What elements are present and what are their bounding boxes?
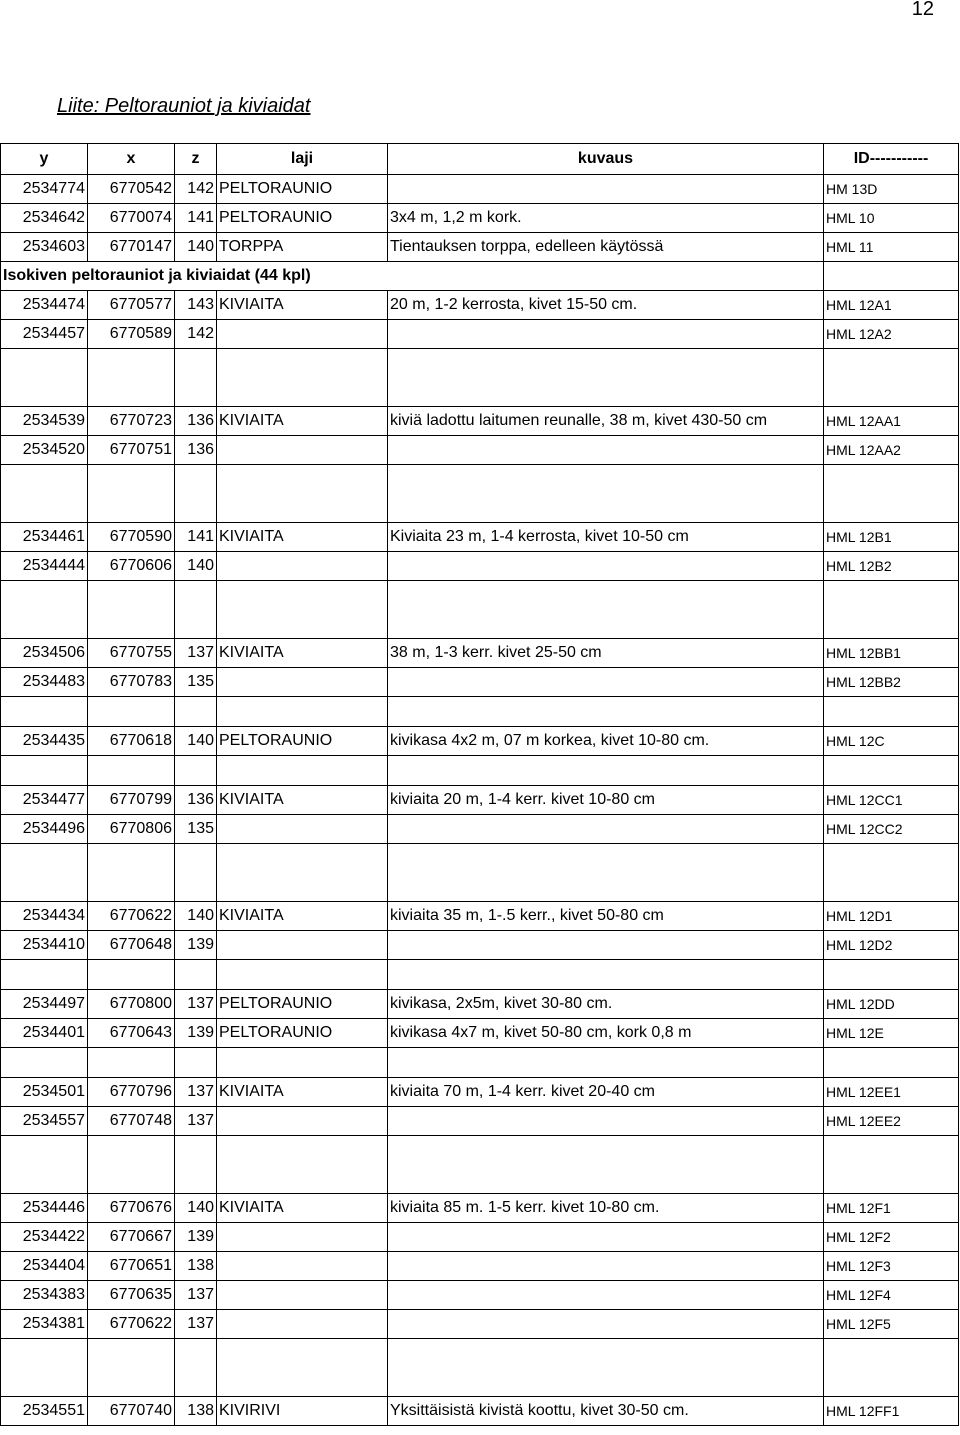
cell-id: HML 12D2 [824,931,959,960]
cell-laji [217,931,388,960]
cell-laji [217,1252,388,1281]
cell-id: HML 11 [824,233,959,262]
cell-kuvaus [388,1107,824,1136]
cell-y: 2534410 [1,931,88,960]
table-header-row [1,144,959,175]
empty-cell [175,465,217,523]
cell-kuvaus [388,552,824,581]
table-row [1,1310,959,1339]
spacer-row [1,756,959,786]
cell-id: HML 12EE2 [824,1107,959,1136]
cell-id: HML 12F1 [824,1194,959,1223]
empty-cell [824,349,959,407]
empty-cell [217,697,388,727]
empty-cell [1,581,88,639]
empty-cell [175,697,217,727]
cell-x: 6770622 [88,1310,175,1339]
cell-laji: KIVIAITA [217,639,388,668]
cell-laji: KIVIAITA [217,291,388,320]
cell-kuvaus [388,668,824,697]
cell-x: 6770643 [88,1019,175,1048]
cell-y: 2534446 [1,1194,88,1223]
empty-cell [1,756,88,786]
cell-laji: PELTORAUNIO [217,990,388,1019]
cell-id: HML 12F4 [824,1281,959,1310]
cell-kuvaus: kivikasa 4x2 m, 07 m korkea, kivet 10-80 cm. [388,727,824,756]
table-row [1,786,959,815]
cell-y: 2534483 [1,668,88,697]
cell-y: 2534404 [1,1252,88,1281]
table-body [1,175,959,1426]
spacer-row [1,465,959,523]
cell-laji [217,1310,388,1339]
cell-id: HML 12DD [824,990,959,1019]
cell-y: 2534642 [1,204,88,233]
cell-laji [217,552,388,581]
empty-cell [388,581,824,639]
cell-kuvaus: kiviaita 70 m, 1-4 kerr. kivet 20-40 cm [388,1078,824,1107]
cell-kuvaus [388,1223,824,1252]
table-row [1,1223,959,1252]
empty-cell [824,756,959,786]
cell-laji [217,320,388,349]
cell-x: 6770800 [88,990,175,1019]
cell-z: 137 [175,1281,217,1310]
cell-kuvaus [388,1252,824,1281]
cell-z: 142 [175,175,217,204]
cell-id: HML 10 [824,204,959,233]
section-title: Isokiven peltorauniot ja kiviaidat (44 kpl) [1,262,824,291]
cell-id: HML 12CC1 [824,786,959,815]
cell-y: 2534401 [1,1019,88,1048]
table-row [1,436,959,465]
empty-cell [175,1136,217,1194]
empty-cell [217,1048,388,1078]
cell-laji: PELTORAUNIO [217,204,388,233]
cell-x: 6770590 [88,523,175,552]
empty-cell [1,1339,88,1397]
cell-kuvaus: 38 m, 1-3 kerr. kivet 25-50 cm [388,639,824,668]
empty-cell [175,1048,217,1078]
section-row [1,262,959,291]
cell-z: 140 [175,552,217,581]
cell-kuvaus: 3x4 m, 1,2 m kork. [388,204,824,233]
cell-kuvaus [388,815,824,844]
cell-kuvaus: kiviä ladottu laitumen reunalle, 38 m, kivet 430-50 cm [388,407,824,436]
cell-z: 140 [175,727,217,756]
spacer-row [1,581,959,639]
cell-x: 6770676 [88,1194,175,1223]
empty-cell [1,960,88,990]
cell-x: 6770074 [88,204,175,233]
cell-laji: KIVIRIVI [217,1397,388,1426]
empty-cell [217,844,388,902]
empty-cell [217,581,388,639]
empty-cell [88,465,175,523]
table-row [1,552,959,581]
cell-id: HML 12BB1 [824,639,959,668]
cell-z: 137 [175,1107,217,1136]
empty-cell [88,697,175,727]
cell-kuvaus: 20 m, 1-2 kerrosta, kivet 15-50 cm. [388,291,824,320]
empty-cell [1,1136,88,1194]
cell-y: 2534520 [1,436,88,465]
cell-z: 139 [175,931,217,960]
cell-z: 136 [175,407,217,436]
cell-id: HML 12F3 [824,1252,959,1281]
cell-z: 138 [175,1252,217,1281]
empty-cell [217,465,388,523]
cell-y: 2534501 [1,1078,88,1107]
cell-x: 6770748 [88,1107,175,1136]
cell-x: 6770796 [88,1078,175,1107]
cell-z: 135 [175,815,217,844]
cell-z: 136 [175,436,217,465]
empty-cell [88,844,175,902]
cell-z: 141 [175,523,217,552]
cell-x: 6770667 [88,1223,175,1252]
cell-x: 6770651 [88,1252,175,1281]
cell-laji [217,1107,388,1136]
cell-id: HM 13D [824,175,959,204]
spacer-row [1,1339,959,1397]
cell-z: 139 [175,1223,217,1252]
cell-kuvaus [388,175,824,204]
cell-x: 6770622 [88,902,175,931]
empty-cell [175,844,217,902]
cell-z: 139 [175,1019,217,1048]
spacer-row [1,1048,959,1078]
cell-kuvaus: Tientauksen torppa, edelleen käytössä [388,233,824,262]
cell-x: 6770577 [88,291,175,320]
table-row [1,175,959,204]
cell-z: 140 [175,233,217,262]
table-row [1,320,959,349]
empty-cell [1,844,88,902]
cell-id: HML 12A2 [824,320,959,349]
empty-cell [217,1136,388,1194]
empty-cell [388,1339,824,1397]
table-row [1,727,959,756]
cell-id: HML 12EE1 [824,1078,959,1107]
cell-laji [217,1281,388,1310]
cell-y: 2534434 [1,902,88,931]
empty-cell [217,349,388,407]
cell-z: 135 [175,668,217,697]
cell-z: 136 [175,786,217,815]
table-row [1,668,959,697]
table-row [1,523,959,552]
empty-cell [824,960,959,990]
cell-y: 2534496 [1,815,88,844]
empty-cell [88,1339,175,1397]
table-row [1,639,959,668]
table-row [1,204,959,233]
cell-x: 6770723 [88,407,175,436]
spacer-row [1,1136,959,1194]
cell-laji: TORPPA [217,233,388,262]
cell-y: 2534603 [1,233,88,262]
empty-cell [175,960,217,990]
cell-laji: KIVIAITA [217,902,388,931]
cell-x: 6770799 [88,786,175,815]
cell-x: 6770147 [88,233,175,262]
cell-laji: PELTORAUNIO [217,175,388,204]
spacer-row [1,960,959,990]
cell-x: 6770542 [88,175,175,204]
cell-y: 2534461 [1,523,88,552]
empty-cell [175,756,217,786]
empty-cell [824,465,959,523]
cell-id: HML 12C [824,727,959,756]
empty-cell [1,349,88,407]
cell-z: 137 [175,639,217,668]
empty-cell [824,262,959,291]
cell-laji: PELTORAUNIO [217,727,388,756]
cell-id: HML 12B2 [824,552,959,581]
cell-x: 6770618 [88,727,175,756]
cell-laji: KIVIAITA [217,523,388,552]
empty-cell [388,844,824,902]
cell-kuvaus: Yksittäisistä kivistä koottu, kivet 30-50 cm. [388,1397,824,1426]
cell-y: 2534381 [1,1310,88,1339]
empty-cell [88,960,175,990]
cell-laji [217,815,388,844]
cell-kuvaus: kiviaita 85 m. 1-5 kerr. kivet 10-80 cm. [388,1194,824,1223]
cell-kuvaus: kivikasa, 2x5m, kivet 30-80 cm. [388,990,824,1019]
cell-y: 2534477 [1,786,88,815]
table-row [1,407,959,436]
empty-cell [175,581,217,639]
cell-id: HML 12FF1 [824,1397,959,1426]
cell-y: 2534444 [1,552,88,581]
cell-y: 2534539 [1,407,88,436]
table-row [1,1078,959,1107]
header-z: z [175,144,217,175]
header-laji: laji [217,144,388,175]
empty-cell [388,1048,824,1078]
table-row [1,1194,959,1223]
spacer-row [1,697,959,727]
empty-cell [88,581,175,639]
empty-cell [824,844,959,902]
cell-y: 2534435 [1,727,88,756]
empty-cell [388,465,824,523]
empty-cell [217,756,388,786]
cell-kuvaus [388,320,824,349]
table-row [1,1252,959,1281]
cell-z: 142 [175,320,217,349]
cell-x: 6770783 [88,668,175,697]
cell-y: 2534474 [1,291,88,320]
empty-cell [824,697,959,727]
empty-cell [824,581,959,639]
empty-cell [88,756,175,786]
empty-cell [1,1048,88,1078]
cell-id: HML 12F2 [824,1223,959,1252]
cell-x: 6770755 [88,639,175,668]
table-row [1,990,959,1019]
empty-cell [824,1339,959,1397]
cell-z: 140 [175,902,217,931]
table-row [1,291,959,320]
cell-id: HML 12BB2 [824,668,959,697]
cell-y: 2534457 [1,320,88,349]
cell-x: 6770806 [88,815,175,844]
cell-z: 141 [175,204,217,233]
table-row [1,931,959,960]
cell-laji: PELTORAUNIO [217,1019,388,1048]
cell-kuvaus [388,1310,824,1339]
cell-id: HML 12B1 [824,523,959,552]
cell-laji: KIVIAITA [217,407,388,436]
cell-id: HML 12AA2 [824,436,959,465]
cell-y: 2534557 [1,1107,88,1136]
cell-kuvaus [388,931,824,960]
empty-cell [217,960,388,990]
cell-kuvaus [388,1281,824,1310]
cell-z: 137 [175,990,217,1019]
empty-cell [1,465,88,523]
cell-x: 6770606 [88,552,175,581]
cell-laji: KIVIAITA [217,786,388,815]
empty-cell [88,1136,175,1194]
table-row [1,1019,959,1048]
page-title: Liite: Peltorauniot ja kiviaidat [57,95,311,117]
cell-laji [217,1223,388,1252]
header-x: x [88,144,175,175]
empty-cell [175,1339,217,1397]
cell-z: 137 [175,1310,217,1339]
table-row [1,815,959,844]
empty-cell [175,349,217,407]
cell-z: 140 [175,1194,217,1223]
cell-x: 6770589 [88,320,175,349]
cell-id: HML 12D1 [824,902,959,931]
cell-laji: KIVIAITA [217,1078,388,1107]
cell-z: 138 [175,1397,217,1426]
empty-cell [388,697,824,727]
cell-y: 2534774 [1,175,88,204]
cell-y: 2534506 [1,639,88,668]
cell-id: HML 12AA1 [824,407,959,436]
empty-cell [388,349,824,407]
cell-laji [217,668,388,697]
cell-y: 2534422 [1,1223,88,1252]
cell-id: HML 12A1 [824,291,959,320]
empty-cell [824,1136,959,1194]
spacer-row [1,349,959,407]
cell-y: 2534551 [1,1397,88,1426]
cell-id: HML 12F5 [824,1310,959,1339]
cell-kuvaus: kiviaita 35 m, 1-.5 kerr., kivet 50-80 cm [388,902,824,931]
header-id: ID----------- [824,144,959,175]
cell-id: HML 12CC2 [824,815,959,844]
cell-kuvaus: Kiviaita 23 m, 1-4 kerrosta, kivet 10-50 cm [388,523,824,552]
cell-kuvaus [388,436,824,465]
cell-x: 6770648 [88,931,175,960]
empty-cell [388,1136,824,1194]
cell-z: 143 [175,291,217,320]
cell-x: 6770635 [88,1281,175,1310]
cell-y: 2534497 [1,990,88,1019]
table-row [1,1281,959,1310]
cell-id: HML 12E [824,1019,959,1048]
spacer-row [1,844,959,902]
cell-laji [217,436,388,465]
cell-z: 137 [175,1078,217,1107]
table-row [1,1397,959,1426]
empty-cell [88,349,175,407]
empty-cell [388,756,824,786]
data-table [0,143,959,1426]
header-y: y [1,144,88,175]
cell-kuvaus: kivikasa 4x7 m, kivet 50-80 cm, kork 0,8 m [388,1019,824,1048]
table-row [1,233,959,262]
header-kuvaus: kuvaus [388,144,824,175]
empty-cell [388,960,824,990]
empty-cell [824,1048,959,1078]
empty-cell [217,1339,388,1397]
table-row [1,1107,959,1136]
empty-cell [1,697,88,727]
table-row [1,902,959,931]
cell-kuvaus: kiviaita 20 m, 1-4 kerr. kivet 10-80 cm [388,786,824,815]
cell-y: 2534383 [1,1281,88,1310]
page-number: 12 [911,0,934,20]
cell-x: 6770740 [88,1397,175,1426]
cell-laji: KIVIAITA [217,1194,388,1223]
cell-x: 6770751 [88,436,175,465]
empty-cell [88,1048,175,1078]
